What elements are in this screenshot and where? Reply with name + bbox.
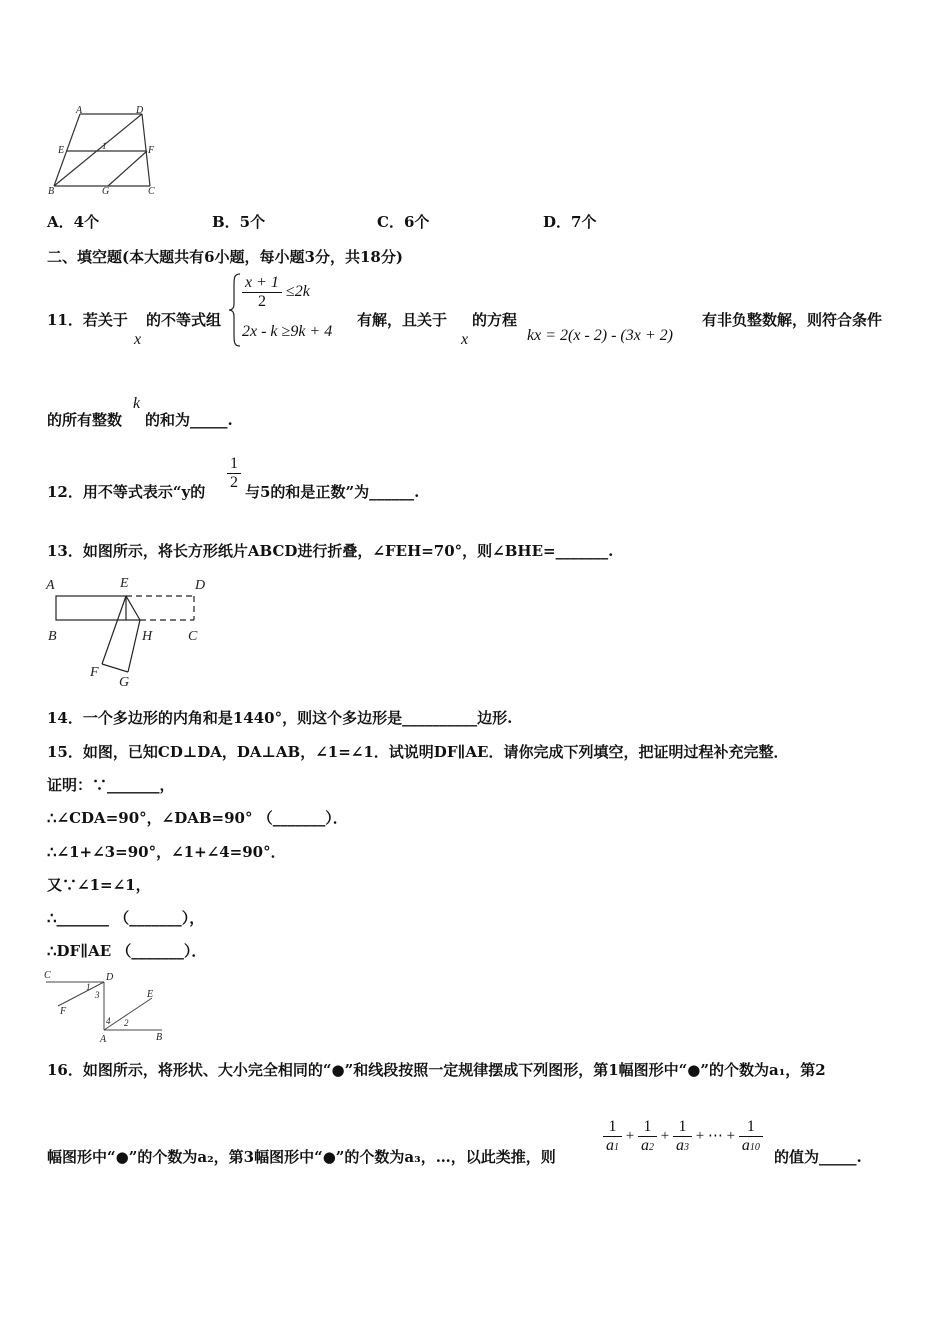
- q13-label: A: [46, 578, 55, 593]
- q13-label: D: [195, 578, 206, 593]
- q16-sub: 10: [749, 1142, 760, 1153]
- q16-dots: + ⋯ +: [695, 1127, 736, 1144]
- q15-label: A: [100, 1034, 107, 1044]
- q12-frac-num: 1: [227, 455, 241, 474]
- q10-label: C: [148, 186, 155, 196]
- q11-var-x2: x: [461, 331, 469, 348]
- q15-label: 4: [106, 1016, 111, 1026]
- q16-frac-num: 1: [603, 1118, 622, 1137]
- q13-label: H: [142, 629, 153, 644]
- q10-label: E: [58, 145, 65, 156]
- q10-label: A: [76, 105, 83, 116]
- q10-choice-b: B．5个: [212, 213, 266, 231]
- q15-proof-line: ∴DF∥AE （_______）．: [47, 942, 207, 960]
- q13-label: C: [188, 629, 198, 644]
- q15-label: C: [44, 970, 51, 981]
- q12-fraction: [227, 455, 241, 492]
- q13-label: E: [120, 576, 129, 591]
- q15-label: 2: [124, 1018, 129, 1028]
- q13-label: F: [90, 665, 99, 680]
- q11-text-7: 的和为_____.: [145, 411, 233, 429]
- q11-var-k: k: [133, 395, 141, 412]
- q10-label: 1: [102, 141, 107, 151]
- q11-text-6: 的所有整数: [47, 411, 123, 429]
- q15-figure: [44, 968, 168, 1044]
- q13-label: G: [119, 675, 130, 690]
- q15-text: 15．如图，已知CD⊥DA，DA⊥AB，∠1=∠1．试说明DF∥AE．请你完成下列填空，把证明过程补充完整．: [47, 743, 789, 761]
- q10-choice-d: D．7个: [543, 213, 597, 231]
- q10-label: D: [136, 105, 144, 116]
- q16-frac-num: 1: [673, 1118, 692, 1137]
- q11-ineq1-rhs: ≤2k: [285, 283, 310, 301]
- q12-text-1: 12．用不等式表示“y的: [47, 483, 206, 501]
- q13-text: 13．如图所示，将长方形纸片ABCD进行折叠，∠FEH=70°，则∠BHE=_______.: [47, 542, 614, 560]
- q16-den: a: [606, 1137, 614, 1154]
- section-title: 二、填空题(本大题共有6小题，每小题3分，共18分): [47, 248, 403, 266]
- q11-text-2: 的不等式组: [146, 311, 222, 329]
- q15-proof-line: 又∵∠1=∠1，: [47, 876, 151, 894]
- q16-den: a: [741, 1137, 750, 1154]
- q12-frac-den: 2: [230, 474, 238, 491]
- q15-label: E: [147, 989, 154, 1000]
- q11-text-1: 11．若关于: [47, 311, 128, 329]
- brace-icon: [228, 272, 242, 348]
- q11-text-5: 有非负整数解，则符合条件: [702, 311, 883, 329]
- q15-label: B: [156, 1032, 163, 1043]
- q15-label: D: [106, 972, 114, 983]
- q16-sub: 3: [683, 1142, 689, 1153]
- q10-choice-c: C．6个: [377, 213, 430, 231]
- q13-label: B: [48, 629, 57, 644]
- q15-label: 1: [86, 982, 91, 992]
- q11-var-x: x: [134, 331, 142, 348]
- q15-label: F: [60, 1006, 67, 1017]
- q16-line1: 16．如图所示，将形状、大小完全相同的“●”和线段按照一定规律摆成下列图形，第1幅图形中“●”的个数为a₁，第2: [47, 1061, 826, 1079]
- q15-proof-line: ∴_______ （_______），: [47, 909, 205, 927]
- q11-text-3: 有解，且关于: [357, 311, 448, 329]
- q15-label: 3: [95, 990, 100, 1000]
- q10-choice-a: A．4个: [47, 213, 100, 231]
- q10-label: G: [102, 186, 110, 196]
- q11-ineq1-den: 2: [257, 293, 266, 310]
- q16-den: a: [640, 1137, 649, 1154]
- q15-proof-line: 证明：∵_______，: [47, 776, 175, 794]
- q11-ineq1-num: x + 1: [242, 274, 282, 293]
- q16-frac-num: 1: [739, 1118, 763, 1137]
- q10-trapezoid-figure: [44, 104, 168, 196]
- q11-text-4: 的方程: [472, 311, 518, 329]
- q16-series: $\frac{1}{a1}$ + $\frac{1}{a2}$ + $\frac{1}{a3}$ + ⋯ + $\frac{1}{a10}$: [603, 1118, 763, 1155]
- q10-label: F: [148, 145, 155, 156]
- q11-equation: kx = 2(x - 2) - (3x + 2): [527, 327, 673, 344]
- q16-sub: 1: [614, 1142, 619, 1153]
- q16-sub: 2: [648, 1142, 654, 1153]
- q11-ineq1: [242, 274, 310, 311]
- q16-line2b: 的值为_____.: [774, 1148, 862, 1166]
- q15-proof-line: ∴∠1+∠3=90°，∠1+∠4=90°．: [47, 843, 286, 861]
- q16-line2a: 幅图形中“●”的个数为a₂，第3幅图形中“●”的个数为a₃，…，以此类推，则: [47, 1148, 556, 1166]
- q16-frac-num: 1: [638, 1118, 657, 1137]
- q12-text-2: 与5的和是正数”为______.: [245, 483, 420, 501]
- q14-text: 14．一个多边形的内角和是1440°，则这个多边形是__________边形.: [47, 709, 513, 727]
- q10-label: B: [48, 186, 55, 196]
- q15-proof-line: ∴∠CDA=90°，∠DAB=90° （_______）．: [47, 809, 348, 827]
- q11-ineq2: 2x - k ≥9k + 4: [242, 323, 333, 340]
- q13-fold-figure: [44, 572, 214, 690]
- q16-den: a: [675, 1137, 684, 1154]
